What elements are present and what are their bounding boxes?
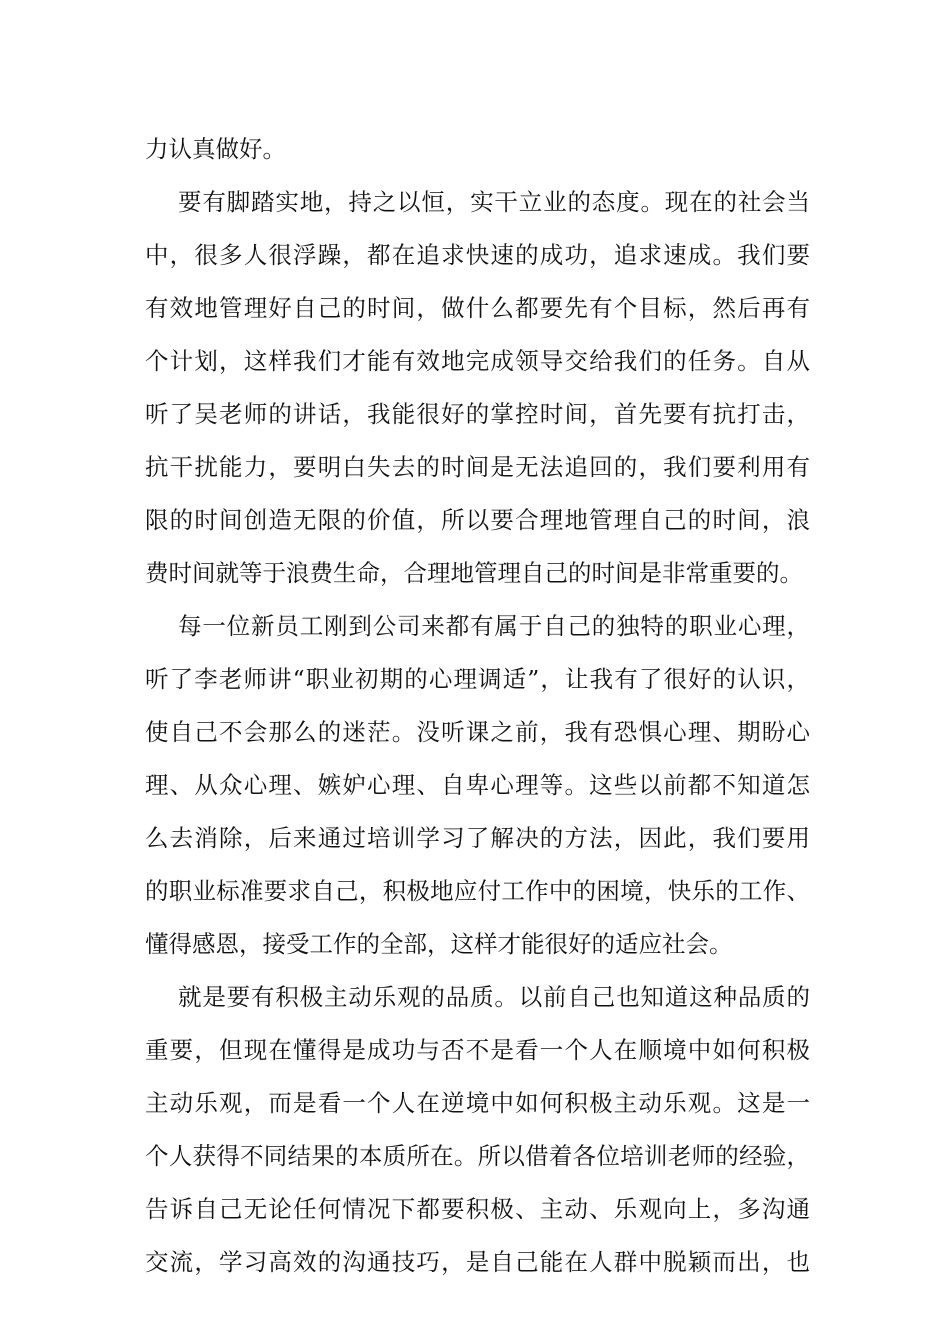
paragraph-first-line: 就是要有积极主动乐观的品质。以前自己也知道这种品质的 (178, 983, 810, 1011)
text-line: 告诉自己无论任何情况下都要积极、主动、乐观向上，多沟通 (145, 1195, 810, 1223)
text-line: 主动乐观，而是看一个人在逆境中如何积极主动乐观。这是一 (145, 1089, 810, 1117)
text-line: 费时间就等于浪费生命，合理地管理自己的时间是非常重要的。 (145, 559, 803, 587)
text-line: 使自己不会那么的迷茫。没听课之前，我有恐惧心理、期盼心 (145, 718, 810, 746)
text-line: 理、从众心理、嫉妒心理、自卑心理等。这些以前都不知道怎 (145, 771, 810, 799)
text-line: 的职业标准要求自己，积极地应付工作中的困境，快乐的工作、 (145, 877, 810, 905)
text-line: 听了李老师讲“职业初期的心理调适”，让我有了很好的认识， (145, 665, 810, 693)
text-line: 交流，学习高效的沟通技巧，是自己能在人群中脱颖而出，也 (145, 1248, 810, 1276)
text-line: 听了吴老师的讲话，我能很好的掌控时间，首先要有抗打击， (145, 400, 810, 428)
text-line: 力认真做好。 (145, 135, 286, 163)
text-line: 重要，但现在懂得是成功与否不是看一个人在顺境中如何积极 (145, 1036, 810, 1064)
text-line: 懂得感恩，接受工作的全部，这样才能很好的适应社会。 (145, 930, 733, 958)
paragraph-first-line: 每一位新员工刚到公司来都有属于自己的独特的职业心理， (178, 612, 810, 640)
text-line: 中，很多人很浮躁，都在追求快速的成功，追求速成。我们要 (145, 241, 810, 269)
text-line: 个人获得不同结果的本质所在。所以借着各位培训老师的经验， (145, 1142, 810, 1170)
paragraph-first-line: 要有脚踏实地，持之以恒，实干立业的态度。现在的社会当 (178, 188, 810, 216)
body-text (145, 123, 810, 1289)
text-line: 么去消除，后来通过培训学习了解决的方法，因此，我们要用 (145, 824, 810, 852)
text-line: 有效地管理好自己的时间，做什么都要先有个目标，然后再有 (145, 294, 810, 322)
text-line: 限的时间创造无限的价值，所以要合理地管理自己的时间，浪 (145, 506, 810, 534)
text-line: 个计划，这样我们才能有效地完成领导交给我们的任务。自从 (145, 347, 810, 375)
text-line: 抗干扰能力，要明白失去的时间是无法追回的，我们要利用有 (145, 453, 810, 481)
